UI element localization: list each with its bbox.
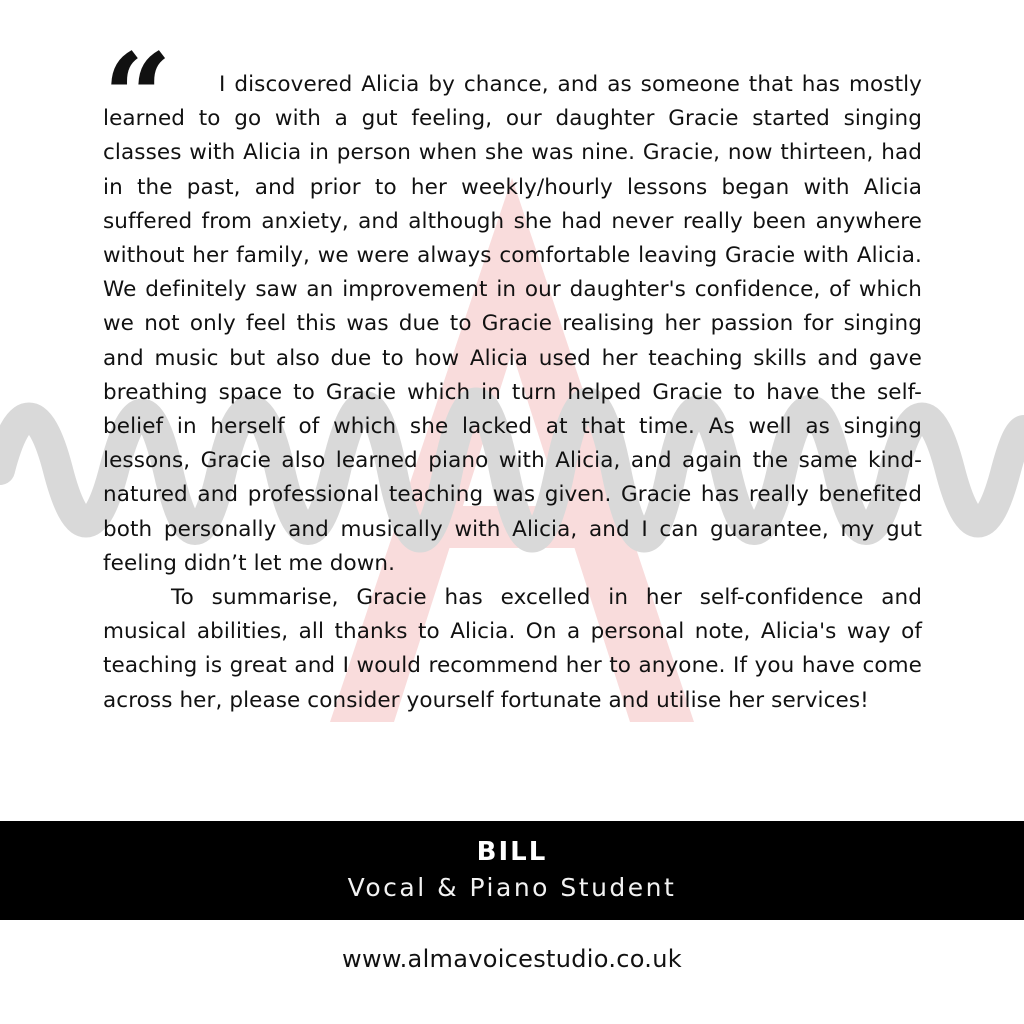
open-quote-icon: “ bbox=[103, 27, 173, 168]
testimonial-block bbox=[103, 27, 922, 718]
author-role: Vocal & Piano Student bbox=[347, 873, 677, 902]
testimonial-paragraph-2: To summarise, Gracie has excelled in her self-confidence and musical abilities, all thanks to Alicia. On a personal note, Alicia's way of teaching is great and I would recommend her to anyone. If you have come across her, please consider yourself fortunate and utilise her services! bbox=[103, 585, 922, 713]
website-link[interactable]: www.almavoicestudio.co.uk bbox=[342, 945, 682, 973]
author-banner bbox=[0, 821, 1024, 920]
testimonial-paragraph-1: I discovered Alicia by chance, and as someone that has mostly learned to go with a gut feeling, our daughter Gracie started singing classes with Alicia in person when she was nine. Gracie, now thirteen, had in the past, and prior to her weekly/hourly lessons began with Alicia suffered from anxiety, and although she had never really been anywhere without her family, we were always comfortable leaving Gracie with Alicia. We definitely saw an improvement in our daughter's confidence, of which we not only feel this was due to Gracie realising her passion for singing and music but also due to how Alicia used her teaching skills and gave breathing space to Gracie which in turn helped Gracie to have the self-belief in herself of which she lacked at that time. As well as singing lessons, Gracie also learned piano with Alicia, and again the same kind-natured and professional teaching was given. Gracie has really benefited both personally and musically with Alicia, and I can guarantee, my gut feeling didn’t let me down. bbox=[103, 72, 922, 576]
author-name: BILL bbox=[476, 837, 548, 867]
